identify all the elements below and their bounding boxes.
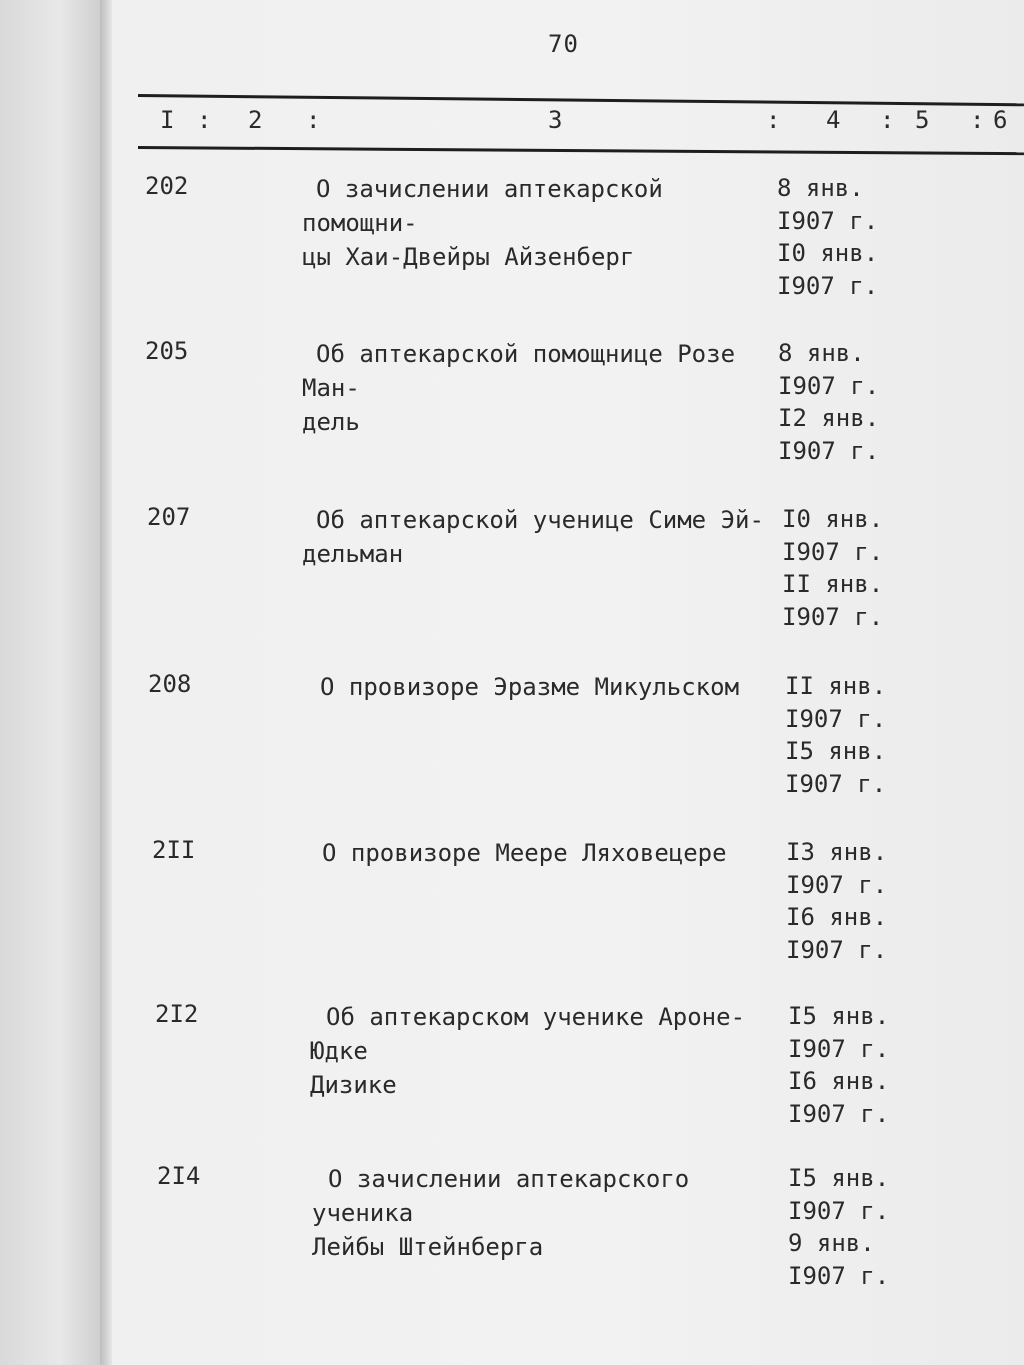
entry-dates xyxy=(788,1162,889,1292)
entry-dates xyxy=(785,670,886,800)
end-day: I6 янв. xyxy=(788,1067,890,1095)
end-day: I6 янв. xyxy=(786,903,888,931)
end-year: I907 г. xyxy=(777,271,879,300)
start-day: I5 янв. xyxy=(788,1164,890,1192)
start-day: II янв. xyxy=(785,672,887,700)
end-year: I907 г. xyxy=(788,1261,890,1290)
table-row xyxy=(0,503,1024,663)
entry-title xyxy=(302,337,782,439)
entry-title-text: О зачислении аптекарского ученика Лейбы Штейнберга xyxy=(312,1165,690,1261)
entry-title xyxy=(310,1000,790,1102)
column-header-5: 5 xyxy=(915,106,930,134)
table-row xyxy=(0,337,1024,497)
entry-title xyxy=(312,1162,792,1264)
start-year: I907 г. xyxy=(778,371,880,400)
entry-dates xyxy=(778,337,879,467)
end-year: I907 г. xyxy=(778,436,880,465)
column-separator: : xyxy=(197,106,212,134)
start-day: I3 янв. xyxy=(786,838,888,866)
entry-number: 208 xyxy=(148,670,192,698)
start-day: I0 янв. xyxy=(782,505,884,533)
column-separator: : xyxy=(970,106,985,134)
end-year: I907 г. xyxy=(782,602,884,631)
column-header-4: 4 xyxy=(826,106,841,134)
start-day: 8 янв. xyxy=(778,339,865,367)
end-day: I0 янв. xyxy=(777,239,879,267)
entry-number: 207 xyxy=(147,503,191,531)
end-day: I5 янв. xyxy=(785,737,887,765)
start-year: I907 г. xyxy=(786,870,888,899)
entry-dates xyxy=(777,172,878,302)
table-row xyxy=(0,670,1024,830)
table-row xyxy=(0,836,1024,996)
entry-title xyxy=(302,503,782,571)
column-separator: : xyxy=(766,106,781,134)
entry-number: 2I4 xyxy=(157,1162,201,1190)
start-year: I907 г. xyxy=(788,1196,890,1225)
start-day: I5 янв. xyxy=(788,1002,890,1030)
end-year: I907 г. xyxy=(785,769,887,798)
page-number: 70 xyxy=(548,30,579,58)
header-top-rule xyxy=(138,94,1024,106)
header-bottom-rule xyxy=(138,146,1024,155)
start-year: I907 г. xyxy=(782,537,884,566)
entry-title: О провизоре Меере Ляховецере xyxy=(322,839,727,867)
start-year: I907 г. xyxy=(788,1034,890,1063)
entry-number: 205 xyxy=(145,337,189,365)
entry-number: 202 xyxy=(145,172,189,200)
column-header-6: 6 xyxy=(993,106,1008,134)
start-day: 8 янв. xyxy=(777,174,864,202)
column-separator: : xyxy=(306,106,321,134)
entry-title xyxy=(302,172,782,274)
entry-title-text: О зачислении аптекарской помощни- цы Хаи-Двейры Айзенберг xyxy=(302,175,663,271)
end-year: I907 г. xyxy=(786,935,888,964)
entry-number: 2I2 xyxy=(155,1000,199,1028)
entry-dates xyxy=(782,503,883,633)
end-day: 9 янв. xyxy=(788,1229,875,1257)
entry-title-text: Об аптекарском ученике Ароне-Юдке Дизике xyxy=(310,1003,746,1099)
column-separator: : xyxy=(880,106,895,134)
entry-title: О провизоре Эразме Микульском xyxy=(320,673,740,701)
column-header-2: 2 xyxy=(248,106,263,134)
end-day: II янв. xyxy=(782,570,884,598)
table-row xyxy=(0,172,1024,332)
entry-dates xyxy=(786,836,887,966)
entry-title-text: Об аптекарской ученице Симе Эй- дельман xyxy=(302,506,764,568)
column-header-1: I xyxy=(160,106,175,134)
start-year: I907 г. xyxy=(785,704,887,733)
entry-title-text: Об аптекарской помощнице Розе Ман- дель xyxy=(302,340,736,436)
end-day: I2 янв. xyxy=(778,404,880,432)
table-row xyxy=(0,1000,1024,1160)
end-year: I907 г. xyxy=(788,1099,890,1128)
entry-dates xyxy=(788,1000,889,1130)
column-header-3: 3 xyxy=(548,106,563,134)
table-row xyxy=(0,1162,1024,1322)
start-year: I907 г. xyxy=(777,206,879,235)
entry-number: 2II xyxy=(152,836,196,864)
